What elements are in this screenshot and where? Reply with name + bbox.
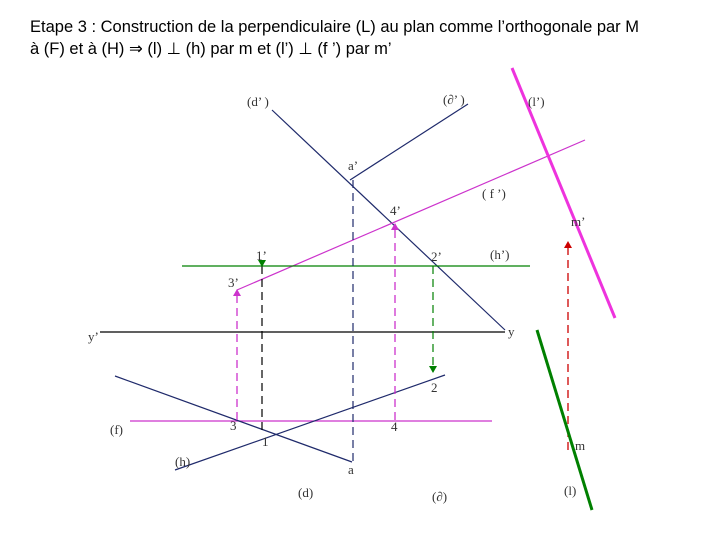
label-f: (f)	[110, 422, 123, 437]
label-y: y	[508, 324, 515, 339]
label-f-prime: ( f ’)	[482, 186, 506, 201]
label-l-prime: (l’)	[528, 94, 545, 109]
label-a: a	[348, 462, 354, 477]
label-l: (l)	[564, 483, 577, 498]
label-2: 2	[431, 380, 438, 395]
title-line-1: Etape 3 : Construction de la perpendiculaire (L) au plan comme l’orthogonale par M	[30, 18, 640, 36]
label-2-prime: 2’	[431, 249, 442, 264]
label-h-prime: (h’)	[490, 247, 510, 262]
label-partial: (∂)	[432, 489, 448, 504]
label-y-prime: y’	[88, 329, 99, 344]
label-3-prime: 3’	[228, 275, 239, 290]
label-a-prime: a’	[348, 158, 359, 173]
line-partial-prime	[350, 104, 468, 180]
line-f-prime	[237, 140, 585, 290]
line-d	[175, 375, 445, 470]
title-line-2: à (F) et à (H) ⇒ (l) ⊥ (h) par m et (l’) ⊥ (f ’) par m’	[30, 40, 392, 58]
label-m-prime: m’	[571, 214, 586, 229]
line-d-prime	[272, 110, 505, 330]
label-m: m	[575, 438, 586, 453]
label-1-prime: 1’	[256, 248, 267, 263]
label-partial-prime: (∂’ )	[443, 92, 465, 107]
label-d: (d)	[298, 485, 314, 500]
label-4: 4	[391, 419, 398, 434]
label-h: (h)	[175, 454, 191, 469]
label-d-prime: (d’ )	[247, 94, 269, 109]
label-4-prime: 4’	[390, 203, 401, 218]
label-3: 3	[230, 418, 237, 433]
label-1: 1	[262, 434, 269, 449]
